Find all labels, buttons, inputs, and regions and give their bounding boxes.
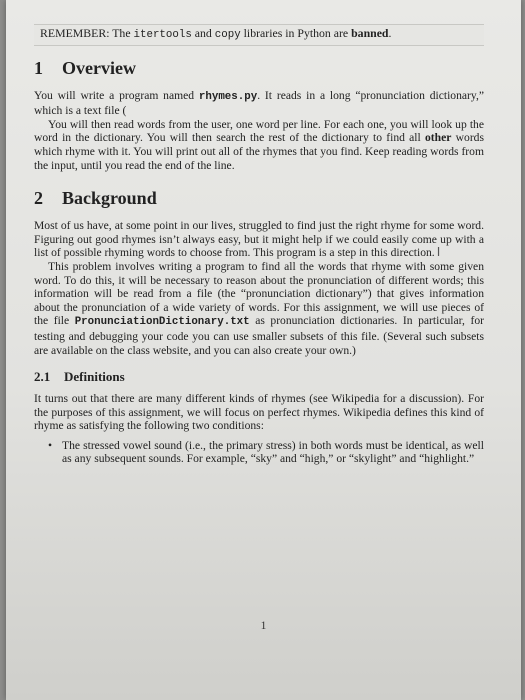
rhyme-conditions-list bbox=[34, 439, 484, 466]
text-run: Most of us have, at some point in our lives, struggled to find just the right rhyme for some word. Figuring out good rhymes isn’t always easy, but it might help if we could easily come up with a list of possible rhyming words to choose from. This program is a step in this direction. bbox=[34, 219, 484, 260]
text-run: You will then read words from the user, one word per line. For each one, you will look up the word in the dictionary. You will then search the rest of the dictionary to find all bbox=[34, 117, 484, 145]
text-run: This problem involves writing a program to find all the words that rhyme with some given word. To do this, it will be necessary to reason about the pronunciation of different words; this information will be read from a file (the “pronunciation dictionary”) that gives information about the pronunciation of a wide variety of words. For this assignment, we will use pieces of the file bbox=[34, 259, 484, 328]
notice-code-itertools: itertools bbox=[133, 29, 192, 41]
section-heading-background bbox=[34, 188, 484, 208]
text-cursor-icon: I bbox=[436, 245, 441, 260]
notice-code-copy: copy bbox=[214, 29, 241, 41]
notice-bold-banned: banned bbox=[351, 26, 389, 40]
document-body bbox=[34, 24, 484, 466]
background-paragraph-1 bbox=[34, 219, 484, 260]
text-run: . It reads in a long “pronunciation dictionary,” which is a text file ( bbox=[34, 88, 484, 118]
section-number: 2 bbox=[34, 188, 43, 209]
subsection-title: Definitions bbox=[64, 369, 125, 385]
banned-libraries-notice bbox=[34, 24, 484, 46]
notice-text: libraries in Python are bbox=[240, 26, 352, 40]
code-rhymes-py: rhymes.py bbox=[198, 90, 258, 103]
definitions-paragraph: It turns out that there are many different kinds of rhymes (see Wikipedia for a discussion). For the purposes of this assignment, we will focus on perfect rhymes. Wikipedia defines this kind of rhyme as satisfying the following two conditions: bbox=[34, 392, 484, 433]
background-paragraph-2 bbox=[34, 260, 484, 357]
page-number: 1 bbox=[260, 620, 267, 632]
list-item bbox=[48, 438, 484, 466]
list-item-text: The stressed vowel sound (i.e., the primary stress) in both words must be identical, as well as any subsequent sounds. For example, “sky” and “high,” or “skylight” and “highlight.” bbox=[62, 438, 484, 466]
notice-text: REMEMBER: The bbox=[40, 26, 134, 40]
overview-paragraph-1 bbox=[34, 89, 484, 118]
overview-paragraph-2 bbox=[34, 118, 484, 172]
section-title: Background bbox=[62, 188, 157, 209]
subsection-heading-definitions bbox=[34, 369, 484, 384]
code-pronunciation-dictionary: PronunciationDictionary.txt bbox=[74, 316, 250, 329]
document-page bbox=[6, 0, 521, 700]
notice-text: . bbox=[388, 26, 392, 40]
text-run: words which rhyme with it. You will print out all of the rhymes that you find. Keep reading words from the input, until you read the end of the line. bbox=[34, 131, 484, 172]
section-number: 1 bbox=[34, 57, 43, 78]
subsection-number: 2.1 bbox=[34, 369, 51, 385]
bullet-icon: • bbox=[48, 438, 53, 452]
text-run: You will write a program named bbox=[34, 88, 199, 102]
notice-text: and bbox=[191, 26, 215, 40]
section-heading-overview bbox=[34, 58, 484, 78]
bold-other: other bbox=[425, 131, 452, 145]
text-run: as pronunciation dictionaries. In particular, for testing and debugging your code you can use smaller subsets of this file. (Several such subsets are available on the class website, and you can also create your own.) bbox=[34, 314, 484, 357]
section-title: Overview bbox=[62, 57, 136, 78]
